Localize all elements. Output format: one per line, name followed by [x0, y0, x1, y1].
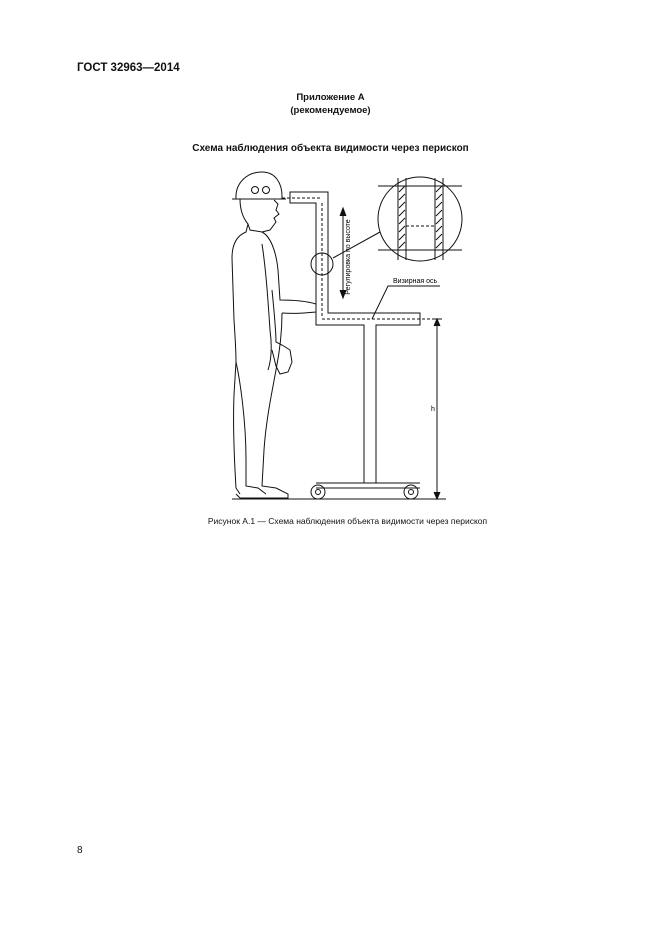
sight-axis-label: Визирная ось: [393, 278, 438, 285]
page-number: 8: [77, 845, 83, 856]
detail-callout: [333, 177, 462, 261]
helmet-icon: [236, 172, 282, 199]
dimension-h-label: h: [431, 406, 435, 413]
wheel-icon: [404, 485, 418, 499]
figure-caption: Рисунок А.1 — Схема наблюдения объекта видимости через перископ: [207, 516, 488, 526]
wheel-icon: [311, 485, 325, 499]
scheme-title: Схема наблюдения объекта видимости через перископ: [192, 143, 469, 154]
standard-code: ГОСТ 32963—2014: [77, 62, 180, 74]
appendix-title: Приложение А: [296, 92, 365, 103]
observer-figure: [232, 172, 316, 498]
height-adjust-label: Регулировка по высоте: [345, 219, 352, 295]
appendix-status: (рекомендуемое): [290, 105, 371, 116]
sight-axis-leader: [372, 286, 440, 319]
